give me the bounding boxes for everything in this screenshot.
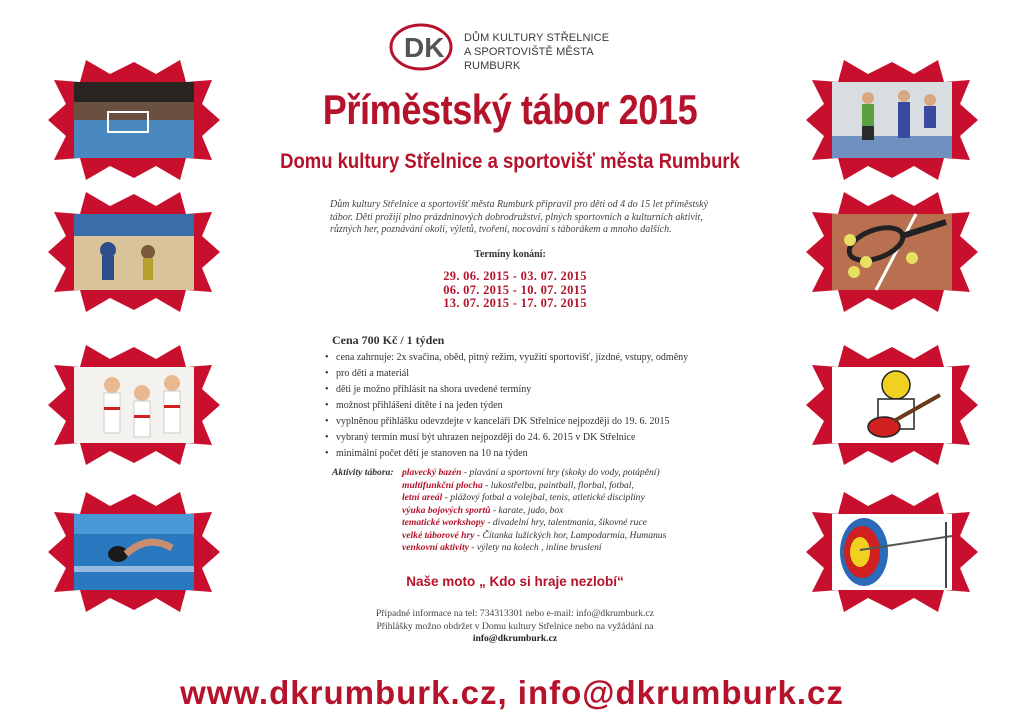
- activity-name: výuka bojových sportů: [402, 504, 491, 516]
- activity-desc: - plavání a sportovní hry (skoky do vody, potápění): [461, 467, 660, 478]
- activity-name: multifunkční plocha: [402, 479, 483, 491]
- activity-row: [402, 480, 742, 493]
- info-bullets: [322, 350, 736, 462]
- activity-row: [402, 492, 742, 505]
- list-item: • možnost přihlášení dítěte i na jeden týden: [336, 398, 736, 414]
- sports-hall-photo: [48, 60, 220, 180]
- price: Cena 700 Kč / 1 týden: [332, 333, 445, 347]
- contact-email-text: info@dkrumburk.cz: [472, 633, 558, 644]
- contact-email[interactable]: [330, 633, 700, 646]
- list-item: • vybraný termín musí být uhrazen nejpozději do 24. 6. 2015 v DK Střelnice: [336, 430, 736, 446]
- floorball-players-photo: [806, 60, 978, 180]
- list-item: • cena zahrnuje: 2x svačina, oběd, pitný režim, využití sportovišť, jízdné, vstupy, odměny: [336, 350, 736, 366]
- svg-text:DK: DK: [404, 32, 445, 63]
- activity-desc: - karate, judo, box: [490, 504, 564, 516]
- archery-target-photo: [806, 492, 978, 612]
- activity-desc: - divadelní hry, talentmania, šikovné ruce: [484, 517, 647, 528]
- activities-label: Aktivity tábora:: [332, 467, 394, 478]
- date-item: 29. 06. 2015 - 03. 07. 2015: [443, 269, 587, 283]
- activity-name: tematické workshopy: [402, 517, 485, 528]
- activity-desc: - Čítanka lužických hor, Lampodarmia, Humanus: [474, 529, 667, 541]
- intro-text: Dům kultury Střelnice a sportovišť města Rumburk připravil pro děti od 4 do 15 let příměstský tábor. Děti prožijí plno prázdninových dobrodružství, plných sportovních a kulturních aktivit, různých her, poznávání okolí, výletů, tvoření, nocování s táborákem a mnoho dalších.: [330, 199, 708, 235]
- dates-list: [330, 270, 700, 311]
- activity-row: [402, 542, 742, 555]
- tennis-racket-photo: [806, 192, 978, 312]
- list-item: • vyplněnou přihlášku odevzdejte v kanceláři DK Střelnice nejpozději do 19. 6. 2015: [336, 414, 736, 430]
- activity-desc: - výlety na kolech , inline bruslení: [468, 542, 602, 553]
- dk-logo-icon: [388, 22, 458, 72]
- activity-row: [402, 467, 742, 480]
- list-item: • minimální počet dětí je stanoven na 10 na týden: [336, 446, 736, 462]
- logo: [388, 22, 648, 72]
- activities-list: [402, 467, 742, 555]
- activity-name: velké táborové hry: [402, 529, 475, 541]
- swimmer-photo: [48, 492, 220, 612]
- cartoon-guitarist-photo: [806, 345, 978, 465]
- logo-text: [464, 31, 648, 73]
- list-item-continuation: • pro děti a materiál: [336, 366, 736, 382]
- logo-line-1: DŮM KULTURY STŘELNICE: [464, 32, 610, 44]
- activity-desc: - plážový fotbal a volejbal, tenis, atletické disciplíny: [442, 492, 645, 503]
- activity-name: letní areál: [402, 492, 443, 503]
- beach-football-photo: [48, 192, 220, 312]
- page-title: Příměstský tábor 2015: [322, 86, 698, 133]
- date-item: 13. 07. 2015 - 17. 07. 2015: [443, 296, 587, 310]
- contact-line: Přihlášky možno obdržet v Domu kultury Střelnice nebo na vyžádání na: [376, 620, 654, 632]
- list-item: • děti je možno přihlásit na shora uvedené termíny: [336, 382, 736, 398]
- contact-info: [330, 608, 700, 646]
- page-subtitle: Domu kultury Střelnice a sportovišť města Rumburk: [280, 150, 740, 173]
- activity-row: [402, 517, 742, 530]
- activity-row: [402, 530, 742, 543]
- motto: Naše moto „ Kdo si hraje nezlobí“: [406, 574, 624, 589]
- date-item: 06. 07. 2015 - 10. 07. 2015: [443, 282, 587, 297]
- activity-row: [402, 505, 742, 518]
- contact-line: Případné informace na tel: 734313301 nebo e-mail: info@dkrumburk.cz: [376, 608, 654, 619]
- terms-label: Termíny konání:: [474, 249, 546, 260]
- footer-links[interactable]: www.dkrumburk.cz, info@dkrumburk.cz: [180, 674, 844, 711]
- activity-name: plavecký bazén: [402, 467, 462, 478]
- activity-name: venkovní aktivity: [402, 542, 469, 553]
- logo-line-2: A SPORTOVIŠTĚ MĚSTA RUMBURK: [464, 46, 594, 72]
- karate-kids-photo: [48, 345, 220, 465]
- activity-desc: - lukostřelba, paintball, florbal, fotbal,: [482, 479, 634, 491]
